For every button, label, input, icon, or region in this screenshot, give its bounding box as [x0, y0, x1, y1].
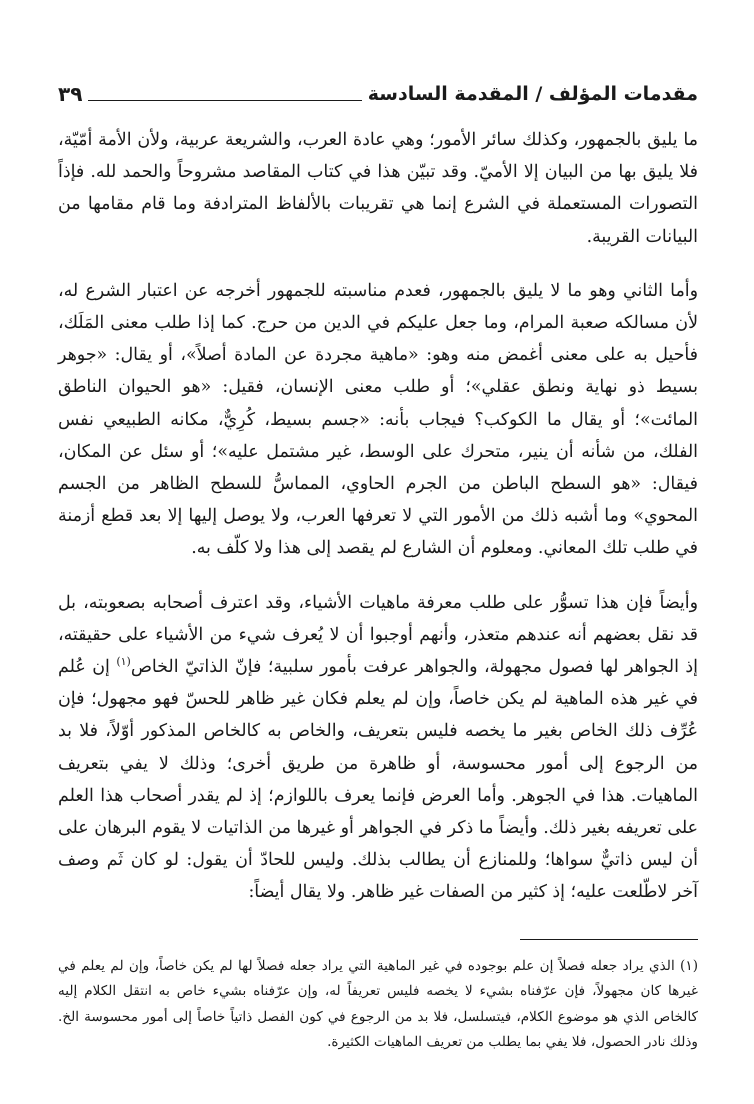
footnote-separator [520, 939, 698, 940]
paragraph-3-part-1: وأيضاً فإن هذا تسوُّر على طلب معرفة ماهيات الأشياء، وقد اعترف أصحابه بصعوبته، بل قد نقل بعضهم أنه عندهم متعذر، وأنهم أوجبوا أن لا يُعرف شيء من الأشياء على حقيقته، إذ الجواهر لها فصول مجهولة، والجواهر عرفت بأمور سلبية؛ فإنّ الذاتيّ الخاص [58, 592, 698, 678]
book-page [58, 78, 698, 1056]
main-text [58, 124, 698, 909]
paragraph-3 [58, 587, 698, 909]
paragraph-1: ما يليق بالجمهور، وكذلك سائر الأمور؛ وهي عادة العرب، والشريعة عربية، ولأن الأمة أمّيّة، فلا يليق بها من البيان إلا الأميّ. وقد تبيّن هذا في كتاب المقاصد مشروحاً والحمد لله. فإذاً التصورات المستعملة في الشرع إنما هي تقريبات بالألفاظ المترادفة وما قام مقامها من البيانات القريبة. [58, 130, 698, 247]
footnote-reference: (١) [116, 655, 131, 669]
footnote: (١) الذي يراد جعله فصلاً إن علم بوجوده في غير الماهية التي يراد جعله فصلاً لها لم يكن خاصاً، وإن لم يعلم في غيرها كان مجهولاً، فإن عرّفناه بشيء لا يخصه فليس تعريفاً له، وإن عرّفناه بشيء خاص به انتقل الكلام إليه كالخاص الذي هو موضوع الكلام، فيتسلسل، فلا بد من الرجوع في كون الفصل ذاتياً خاصاً إلى أمور محسوسة الخ. وذلك نادر الحصول، فلا يفي بما يطلب من تعريف الماهيات الكثيرة. [58, 957, 698, 1051]
paragraph-3-part-2: إن عُلم في غير هذه الماهية لم يكن خاصاً، وإن لم يعلم فكان غير ظاهر للحسّ فهو مجهول؛ فإن عُرِّف ذلك الخاص بغير ما يخصه فليس بتعريف، والخاص به كالخاص المذكور أوّلاً، فلا بد من الرجوع إلى أمور محسوسة، أو ظاهرة من طريق أخرى؛ وذلك لا يفي بتعريف الماهيات. هذا في الجوهر. وأما العرض فإنما يعرف باللوازم؛ إذ لم يقدر أصحاب هذا العلم على تعريفه بغير ذلك. وأيضاً ما ذكر في الجواهر أو غيرها من الذاتيات لا يقوم البرهان على أن ليس ذاتيٌّ سواها؛ وللمنازع أن يطالب بذلك. وليس للحادّ أن يقول: لو كان ثَم وصف آخر لاطّلعت عليه؛ إذ كثير من الصفات غير ظاهر. ولا يقال أيضاً: [58, 657, 698, 903]
running-title: مقدمات المؤلف / المقدمة السادسة [367, 83, 698, 105]
header-rule [88, 100, 361, 101]
paragraph-2: وأما الثاني وهو ما لا يليق بالجمهور، فعدم مناسبته للجمهور أخرجه عن اعتبار الشرع له، لأن مسالكه صعبة المرام، وما جعل عليكم في الدين من حرج. كما إذا طلب معنى المَلَك، فأحيل به على معنى أغمض منه وهو: «ماهية مجردة عن المادة أصلاً»، أو يقال: «جوهر بسيط ذو نهاية ونطق عقلي»؛ أو طلب معنى الإنسان، فقيل: «هو الحيوان الناطق المائت»؛ أو يقال ما الكوكب؟ فيجاب بأنه: «جسم بسيط، كُرِيٌّ، مكانه الطبيعي نفس الفلك، من شأنه أن ينير، متحرك على الوسط، غير مشتمل عليه»؛ أو سئل عن المكان، فيقال: «هو السطح الباطن من الجرم الحاوي، المماسُّ للسطح الظاهر من الجسم المحوي» وما أشبه ذلك من الأمور التي لا تعرفها العرب، ولا يوصل إليها إلا بعد قطع أزمنة في طلب تلك المعاني. ومعلوم أن الشارع لم يقصد إلى هذا ولا كلّف به. [58, 280, 698, 559]
running-header [58, 78, 698, 110]
page-number: ٣٩ [58, 82, 83, 106]
